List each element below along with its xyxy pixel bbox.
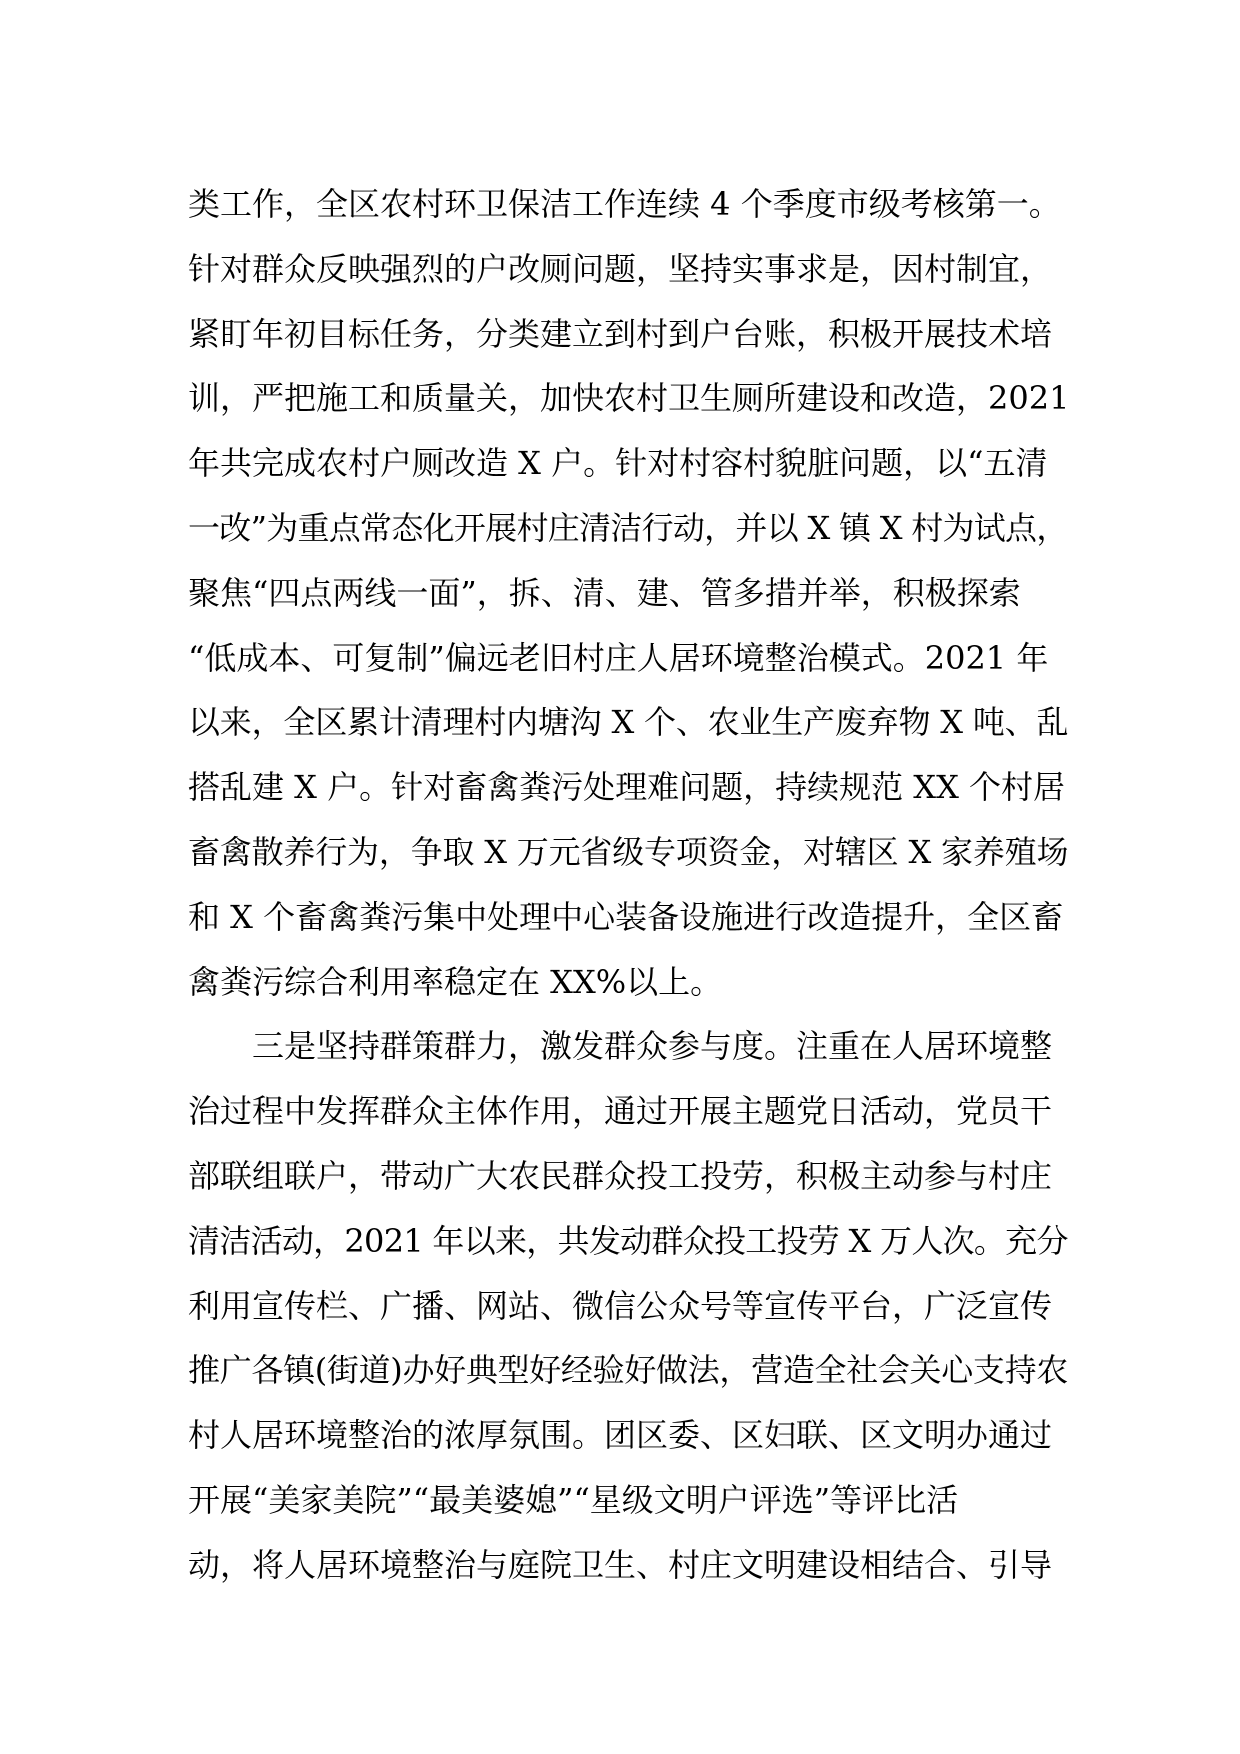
text-line: 动，将人居环境整治与庭院卫生、村庄文明建设相结合、引导: [188, 1545, 1053, 1584]
body-text: [188, 172, 1068, 1598]
text-line: 搭乱建 X 户。针对畜禽粪污处理难问题，持续规范 XX 个村居: [188, 768, 1066, 807]
text-line: “低成本、可复制”偏远老旧村庄人居环境整治模式。2021 年: [188, 638, 1049, 677]
text-line: 开展“美家美院”“最美婆媳”“星级文明户评选”等评比活: [188, 1480, 959, 1519]
text-line: 利用宣传栏、广播、网站、微信公众号等宣传平台，广泛宣传: [188, 1286, 1053, 1325]
text-line: 和 X 个畜禽粪污集中处理中心装备设施进行改造提升，全区畜: [188, 897, 1064, 936]
text-line: 畜禽散养行为，争取 X 万元省级专项资金，对辖区 X 家养殖场: [188, 832, 1069, 871]
text-line: 禽粪污综合利用率稳定在 XX%以上。: [188, 962, 723, 1001]
text-line: 以来，全区累计清理村内塘沟 X 个、农业生产废弃物 X 吨、乱: [188, 703, 1069, 742]
text-line: 训，严把施工和质量关，加快农村卫生厕所建设和改造，2021: [188, 379, 1070, 418]
text-line: 村人居环境整治的浓厚氛围。团区委、区妇联、区文明办通过: [188, 1416, 1053, 1455]
text-line: 针对群众反映强烈的户改厕问题，坚持实事求是，因村制宜，: [188, 249, 1053, 288]
text-line: 治过程中发挥群众主体作用，通过开展主题党日活动，党员干: [188, 1092, 1053, 1131]
text-line: 年共完成农村户厕改造 X 户。针对村容村貌脏问题，以“五清: [188, 444, 1048, 483]
paragraph-start-line: 三是坚持群策群力，激发群众参与度。注重在人居环境整: [252, 1027, 1053, 1066]
text-line: 一改”为重点常态化开展村庄清洁行动，并以 X 镇 X 村为试点，: [188, 508, 1068, 547]
text-line: 清洁活动，2021 年以来，共发动群众投工投劳 X 万人次。充分: [188, 1221, 1068, 1260]
text-line: 聚焦“四点两线一面”，拆、清、建、管多措并举，积极探索: [188, 573, 1021, 612]
text-line: 推广各镇(街道)办好典型好经验好做法，营造全社会关心支持农: [188, 1351, 1068, 1390]
text-line: 部联组联户，带动广大农民群众投工投劳，积极主动参与村庄: [188, 1156, 1053, 1195]
text-line: 类工作，全区农村环卫保洁工作连续 4 个季度市级考核第一。: [188, 185, 1061, 223]
text-line: 紧盯年初目标任务，分类建立到村到户台账，积极开展技术培: [188, 314, 1053, 353]
